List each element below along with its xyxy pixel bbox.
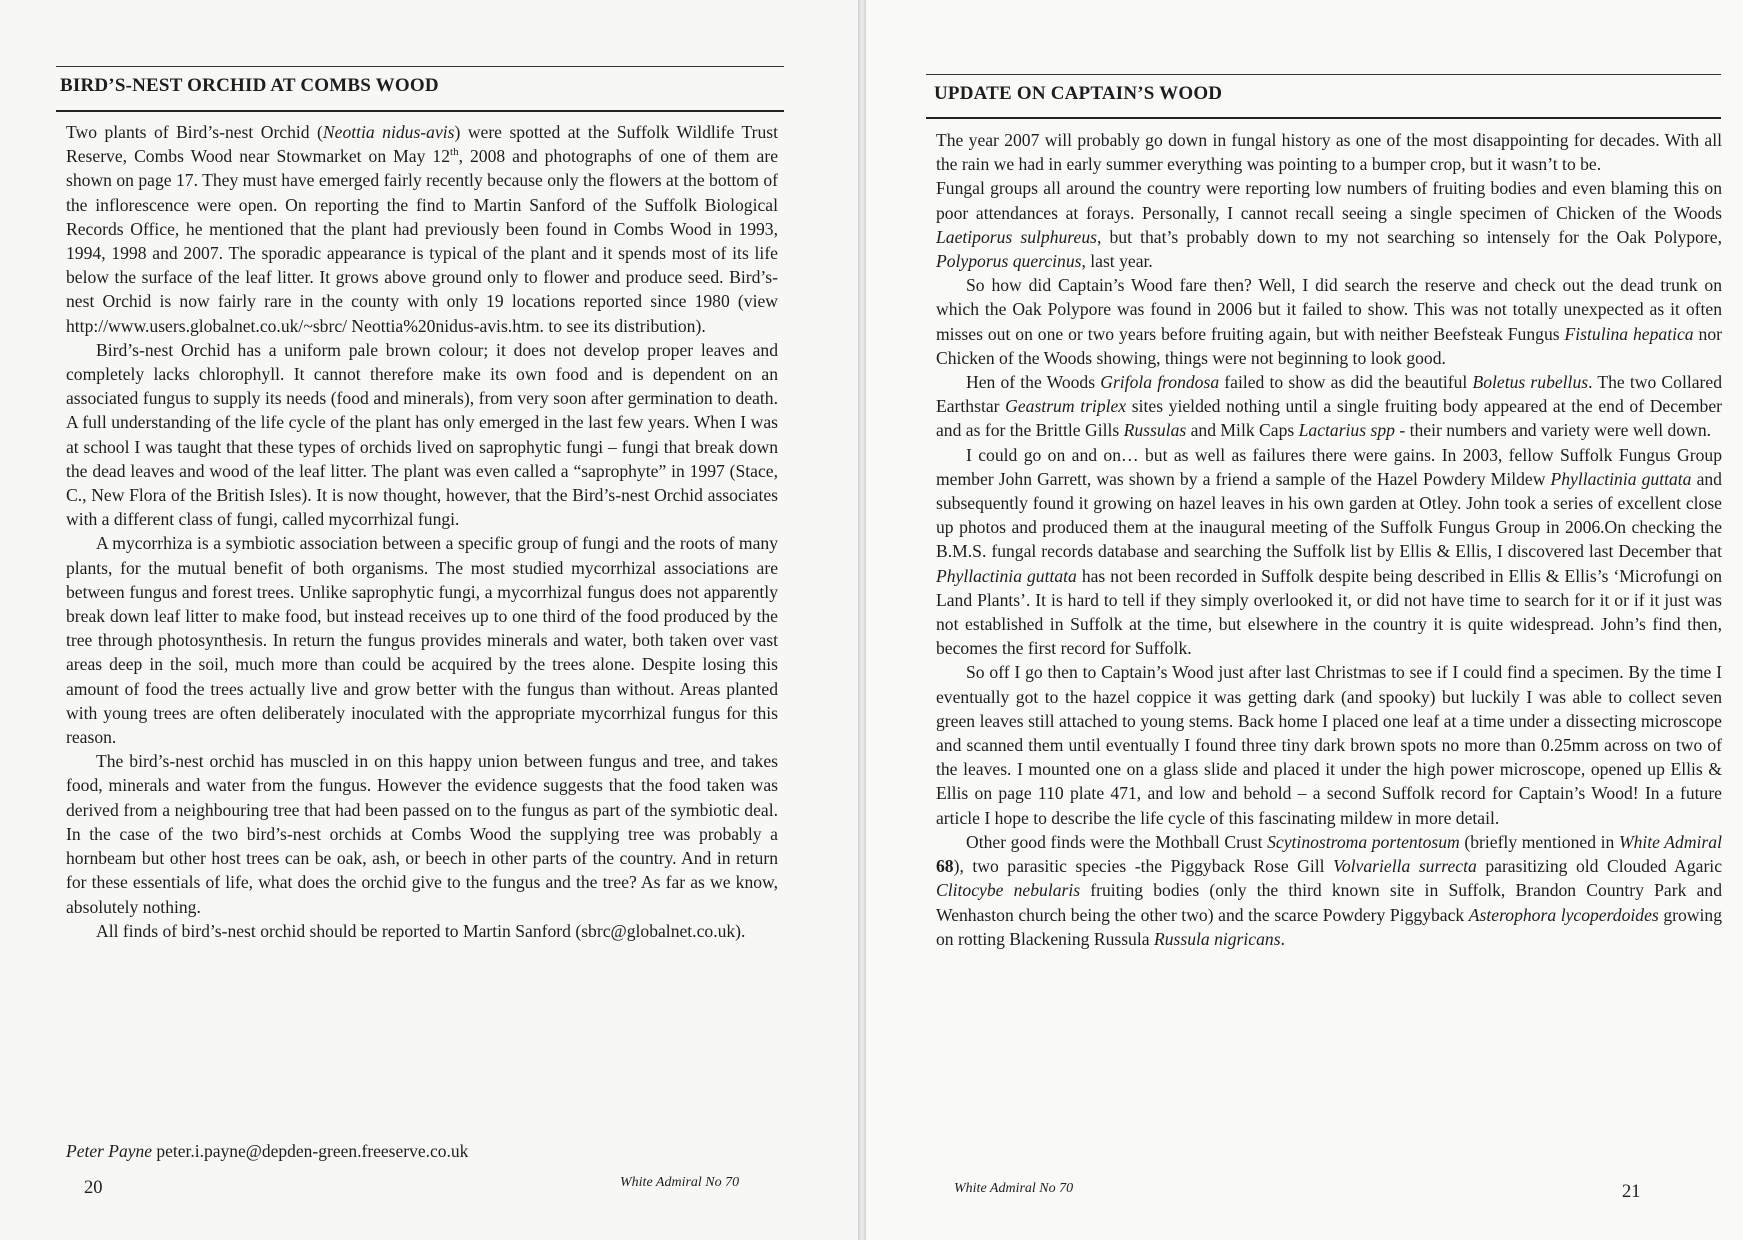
- issue-number: 68: [936, 856, 954, 877]
- species-name: Phyllactinia guttata: [936, 565, 1077, 586]
- left-page: [0, 0, 858, 1240]
- author-email: peter.i.payne@depden-green.freeserve.co.uk: [156, 1141, 469, 1161]
- species-name: Laetiporus sulphureus: [936, 226, 1097, 247]
- species-name: Russulas: [1123, 420, 1187, 441]
- species-name: Asterophora lycoperdoides: [1468, 904, 1659, 925]
- paragraph: A mycorrhiza is a symbiotic association between a specific group of fungi and the roots of many plants, for the mutual benefit of both organisms. The most studied mycorrhizal associations are between fungus and forest trees. Unlike saprophytic fungi, a mycorrhizal fungus does not apparently break down leaf litter to make food, but instead receives up to one third of the food produced by the tree through photosynthesis. In return the fungus provides minerals and water, both taken over vast areas deep in the soil, much more than could be acquired by the trees alone. Despite losing this amount of food the trees actually live and grow better with the fungus than without. Areas planted with young trees are often deliberately inoculated with the appropriate mycorrhizal fungus for this reason.: [66, 533, 778, 748]
- article-body: [66, 120, 778, 943]
- page-number: 21: [1622, 1182, 1641, 1202]
- paragraph: Fungal groups all around the country were reporting low numbers of fruiting bodies and even blaming this on poor attendances at forays. Personally, I cannot recall seeing a single specimen of Chicken of the Woods Laetiporus sulphureus, but that’s probably down to my not searching so intensely for the Oak Polypore, Polyporus quercinus, last year.: [936, 178, 1723, 272]
- paragraph: So how did Captain’s Wood fare then? Well, I did search the reserve and check out the dead trunk on which the Oak Polypore was found in 2006 but it failed to show. This was not totally unexpected as it often misses out on one or two years before fruiting again, but with neither Beefsteak Fungus Fistulina hepatica nor Chicken of the Woods showing, things were not beginning to look good.: [936, 275, 1722, 368]
- paragraph: So off I go then to Captain’s Wood just after last Christmas to see if I could find a specimen. By the time I eventually got to the hazel coppice it was getting dark (and spooky) but luckily I was able to collect seven green leaves still attached to young stems. Back home I placed one leaf at a time under a dissecting microscope and scanned them until eventually I found three tiny dark brown spots no more than 0.25mm across on two of the leaves. I mounted one on a glass slide and placed it under the high power microscope, opened up Ellis & Ellis on page 110 plate 471, and low and behold – a second Suffolk record for Captain’s Wood! In a future article I hope to describe the life cycle of this fascinating mildew in more detail.: [936, 662, 1722, 828]
- heading-bottom-rule: [926, 117, 1721, 119]
- species-name: Polyporus quercinus: [936, 251, 1082, 272]
- article-body: [936, 128, 1722, 951]
- paragraph: Hen of the Woods Grifola frondosa failed to show as did the beautiful Boletus rubellus. The two Collared Earthstar Geastrum triplex sites yielded nothing until a single fruiting body appeared at the end of December and as for the Brittle Gills Russulas and Milk Caps Lactarius spp - their numbers and variety were well down.: [936, 372, 1722, 441]
- article-heading: UPDATE ON CAPTAIN’S WOOD: [934, 83, 1223, 104]
- paragraph: Bird’s-nest Orchid has a uniform pale brown colour; it does not develop proper leaves and completely lacks chlorophyll. It cannot therefore make its own food and is dependent on an associated fungus to supply its needs (food and minerals), from very soon after germination to death. A full understanding of the life cycle of the plant has only emerged in the last few years. When I was at school I was taught that these types of orchids lived on saprophytic fungi – fungi that break down the dead leaves and wood of the leaf litter. The plant was even called a “saprophyte” in 1997 (Stace, C., New Flora of the British Isles). It is now thought, however, that the Bird’s-nest Orchid associates with a different class of fungi, called mycorrhizal fungi.: [66, 339, 778, 530]
- magazine-title: White Admiral: [1618, 831, 1722, 852]
- species-name: Fistulina hepatica: [1564, 323, 1694, 344]
- species-name: Phyllactinia guttata: [1550, 468, 1692, 489]
- author-name: Peter Payne: [66, 1141, 152, 1161]
- species-name: Scytinostroma portentosum: [1267, 831, 1460, 852]
- paragraph: The bird’s-nest orchid has muscled in on this happy union between fungus and tree, and takes food, minerals and water from the fungus. However the evidence suggests that the food taken was derived from a neighbouring tree that had been passed on to the fungus as part of the symbiotic deal. In the case of the two bird’s-nest orchids at Combs Wood the supplying tree was probably a hornbeam but other host trees can be oak, ash, or beech in other parts of the country. And in return for these essentials of life, what does the orchid give to the fungus and the tree? As far as we know, absolutely nothing.: [66, 751, 778, 917]
- paragraph: Two plants of Bird’s-nest Orchid (Neottia nidus-avis) were spotted at the Suffolk Wildlife Trust Reserve, Combs Wood near Stowmarket on May 12th, 2008 and photographs of one of them are shown on page 17. They must have emerged fairly recently because only the flowers at the bottom of the inflorescence were open. On reporting the find to Martin Sanford of the Suffolk Biological Records Office, he mentioned that the plant had previously been found in Combs Wood in 1993, 1994, 1998 and 2007. The sporadic appearance is typical of the plant and it spends most of its life below the surface of the leaf litter. It grows above ground only to flower and produce seed. Bird’s-nest Orchid is now fairly rare in the county with only 19 locations reported since 1980 (view http://www.users.globalnet.co.uk/~sbrc/ Neottia%20nidus-avis.htm. to see its distribution).: [66, 122, 779, 336]
- heading-top-rule: [926, 74, 1721, 75]
- paragraph: The year 2007 will probably go down in fungal history as one of the most disappointing for decades. With all the rain we had in early summer everything was pointing to a bumper crop, but it wasn’t to be.: [936, 130, 1722, 175]
- heading-top-rule: [56, 66, 784, 67]
- journal-footer: White Admiral No 70: [620, 1175, 740, 1190]
- species-name: Boletus rubellus: [1472, 372, 1589, 393]
- heading-bottom-rule: [56, 110, 784, 112]
- species-name: Russula nigricans: [1153, 928, 1281, 949]
- species-name: Geastrum triplex: [1005, 396, 1127, 417]
- paragraph: I could go on and on… but as well as failures there were gains. In 2003, fellow Suffolk Fungus Group member John Garrett, was shown by a friend a sample of the Hazel Powdery Mildew Phyllactinia guttata and subsequently found it growing on hazel leaves in his own garden at Otley. John took a series of excellent close up photos and produced them at the inaugural meeting of the Suffolk Fungus Group in 2006.On checking the B.M.S. fungal records database and searching the Suffolk list by Ellis & Ellis, I discovered last December that Phyllactinia guttata has not been recorded in Suffolk despite being described in Ellis & Ellis’s ‘Microfungi on Land Plants’. It is hard to tell if they simply overlooked it, or did not have time to search for it or if it just was not established in Suffolk at the time, but elsewhere in the country it is quite widespread. John’s find then, becomes the first record for Suffolk.: [936, 444, 1722, 659]
- article-heading: BIRD’S-NEST ORCHID AT COMBS WOOD: [60, 75, 439, 96]
- paragraph: All finds of bird’s-nest orchid should be reported to Martin Sanford (sbrc@globalnet.co.uk).: [96, 920, 746, 941]
- page-number: 20: [84, 1178, 103, 1198]
- species-name: Neottia nidus-avis: [322, 122, 455, 142]
- species-name: Clitocybe nebularis: [936, 880, 1081, 901]
- page-gutter: [858, 0, 866, 1240]
- species-name: Grifola frondosa: [1100, 372, 1220, 393]
- right-page: [866, 0, 1743, 1240]
- species-name: Volvariella surrecta: [1333, 856, 1477, 877]
- author-byline: [66, 1141, 468, 1162]
- paragraph: Other good finds were the Mothball Crust Scytinostroma portentosum (briefly mentioned in White Admiral 68), two parasitic species -the Piggyback Rose Gill Volvariella surrecta parasitizing old Clouded Agaric Clitocybe nebularis fruiting bodies (only the third known site in Suffolk, Brandon Country Park and Wenhaston church being the other two) and the scarce Powdery Piggyback Asterophora lycoperdoides growing on rotting Blackening Russula Russula nigricans.: [936, 831, 1723, 949]
- journal-footer: White Admiral No 70: [954, 1181, 1074, 1196]
- species-name: Lactarius spp: [1298, 420, 1395, 441]
